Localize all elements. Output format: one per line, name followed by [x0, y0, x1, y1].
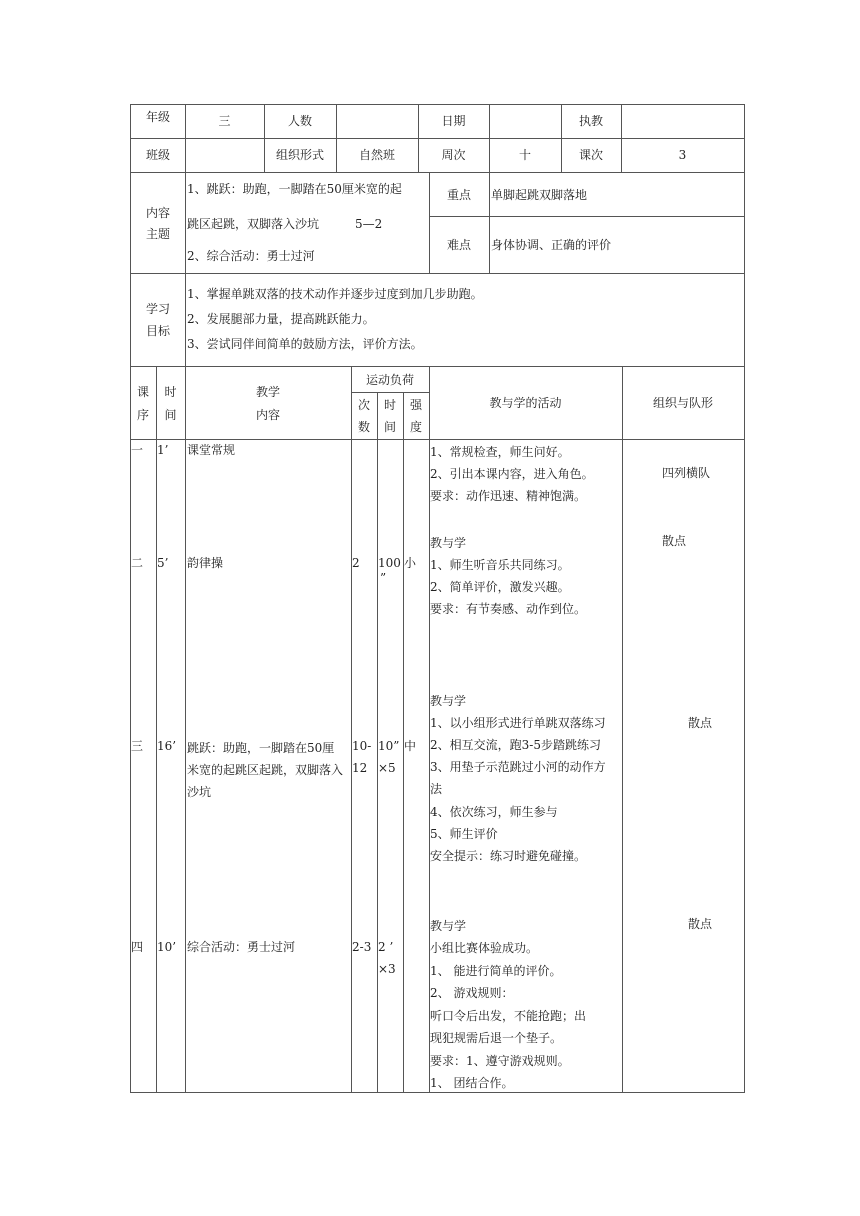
- teacher-label: 执教: [578, 114, 603, 128]
- col-intensity-header: 度: [409, 420, 422, 434]
- goals-label: 学习: [145, 302, 170, 316]
- grid-line: [156, 366, 157, 1093]
- row-reps: 2-3: [352, 940, 372, 954]
- row-duration: ”: [380, 571, 387, 585]
- grid-line: [130, 366, 745, 367]
- grid-line: [130, 104, 745, 105]
- grid-line: [130, 172, 745, 173]
- grid-line: [429, 216, 745, 217]
- col-formation-header: 组织与队形: [652, 396, 713, 410]
- org-value: 自然班: [358, 148, 395, 162]
- activity-line: 1、以小组形式进行单跳双落练习: [430, 716, 606, 730]
- activity-line: 4、依次练习，师生参与: [430, 805, 558, 819]
- activity-line: 2、引出本课内容，进入角色。: [430, 467, 594, 481]
- col-duration-header: 间: [383, 420, 396, 434]
- activity-line: 要求：有节奏感、动作到位。: [430, 602, 587, 616]
- row-reps: 12: [352, 761, 368, 775]
- content-label: 内容: [145, 206, 170, 220]
- row-order: 四: [131, 940, 144, 954]
- activity-line: 现犯规需后退一个垫子。: [430, 1031, 563, 1045]
- row-duration: ×3: [378, 962, 396, 976]
- org-label: 组织形式: [275, 148, 324, 162]
- activity-line: 3、用垫子示范跳过小河的动作方: [430, 760, 606, 774]
- grid-line: [744, 104, 745, 1093]
- row-formation: 散点: [687, 917, 712, 931]
- col-reps-header: 次: [357, 398, 370, 412]
- key-point-label: 重点: [446, 188, 471, 202]
- row-formation: 四列横队: [661, 466, 710, 480]
- row-content: 综合活动：勇士过河: [187, 940, 296, 954]
- grade-value: 三: [218, 114, 231, 128]
- difficulty-value: 身体协调、正确的评价: [491, 238, 612, 252]
- goal-line: 1、掌握单跳双落的技术动作并逐步过度到加几步助跑。: [187, 287, 483, 301]
- activity-line: 2、简单评价，激发兴趣。: [430, 580, 570, 594]
- col-time-header: 时: [164, 385, 177, 399]
- grid-line: [130, 1092, 745, 1093]
- grid-line: [351, 366, 352, 1093]
- activity-line: 5、师生评价: [430, 827, 498, 841]
- row-duration: 10”: [378, 739, 400, 753]
- difficulty-label: 难点: [446, 238, 471, 252]
- activity-line: 教与学: [430, 919, 467, 933]
- row-duration: ×5: [378, 761, 396, 775]
- row-intensity: 中: [404, 739, 417, 753]
- content-line: 跳区起跳，双脚落入沙坑: [187, 217, 320, 231]
- row-content: 课堂常规: [187, 443, 236, 457]
- week-label: 周次: [441, 148, 466, 162]
- goal-line: 2、发展腿部力量，提高跳跃能力。: [187, 312, 375, 326]
- activity-line: 1、常规检查，师生问好。: [430, 445, 570, 459]
- grid-line: [130, 138, 745, 139]
- row-order: 一: [131, 443, 144, 457]
- grade-label: 年级: [145, 110, 170, 124]
- activity-line: 1、 团结合作。: [430, 1076, 514, 1090]
- content-line: 跳跃：助跑，一脚踏在50厘: [187, 741, 335, 755]
- content-line: 沙坑: [187, 785, 212, 799]
- col-content-header: 教学: [255, 385, 280, 399]
- row-content: 韵律操: [187, 556, 224, 570]
- row-time: 5’: [157, 556, 169, 570]
- col-load-header: 运动负荷: [365, 373, 414, 387]
- col-duration-header: 时: [383, 398, 396, 412]
- col-reps-header: 数: [357, 420, 370, 434]
- class-label: 班级: [145, 148, 170, 162]
- activity-line: 1、师生听音乐共同练习。: [430, 558, 570, 572]
- activity-line: 要求：动作迅速、精神饱满。: [430, 489, 587, 503]
- row-reps: 2: [352, 556, 360, 570]
- goal-line: 3、尝试同伴间简单的鼓励方法，评价方法。: [187, 337, 423, 351]
- lesson-value: 3: [678, 148, 687, 162]
- row-time: 1’: [157, 443, 169, 457]
- grid-line: [185, 366, 186, 1093]
- row-formation: 散点: [661, 534, 686, 548]
- activity-line: 2、相互交流，跑3-5步踏跳练习: [430, 738, 601, 752]
- activity-line: 听口令后出发，不能抢跑；出: [430, 1009, 587, 1023]
- col-order-header: 课: [136, 385, 149, 399]
- content-line: 1、跳跃：助跑，一脚踏在50厘米宽的起: [187, 182, 402, 196]
- activity-line: 安全提示：练习时避免碰撞。: [430, 849, 587, 863]
- col-time-header: 间: [164, 408, 177, 422]
- key-point-value: 单脚起跳双脚落地: [491, 188, 588, 202]
- grid-line: [489, 172, 490, 273]
- content-line: 2、综合活动：勇士过河: [187, 249, 315, 263]
- row-time: 16’: [157, 739, 177, 753]
- activity-line: 教与学: [430, 694, 467, 708]
- row-duration: 2 ’: [378, 940, 394, 954]
- col-content-header: 内容: [255, 408, 280, 422]
- count-label: 人数: [287, 114, 312, 128]
- grid-line: [351, 392, 429, 393]
- activity-line: 教与学: [430, 536, 467, 550]
- activity-line: 1、 能进行简单的评价。: [430, 964, 562, 978]
- row-time: 10’: [157, 940, 177, 954]
- row-intensity: 小: [404, 556, 417, 570]
- activity-line: 法: [430, 782, 443, 796]
- grid-line: [130, 439, 745, 440]
- content-label: 主题: [145, 227, 170, 241]
- grid-line: [130, 273, 745, 274]
- lesson-label: 课次: [578, 148, 603, 162]
- col-order-header: 序: [136, 408, 149, 422]
- row-order: 二: [131, 556, 144, 570]
- row-duration: 100: [378, 556, 401, 570]
- week-value: 十: [518, 148, 531, 162]
- activity-line: 2、 游戏规则：: [430, 986, 514, 1000]
- content-line: 米宽的起跳区起跳，双脚落入: [187, 763, 344, 777]
- activity-line: 要求：1、遵守游戏规则。: [430, 1054, 570, 1068]
- content-ratio: 5—2: [355, 217, 383, 231]
- row-formation: 散点: [687, 716, 712, 730]
- goals-label: 目标: [145, 324, 170, 338]
- col-intensity-header: 强: [409, 398, 422, 412]
- activity-line: 小组比赛体验成功。: [430, 941, 539, 955]
- col-activity-header: 教与学的活动: [489, 396, 562, 410]
- row-order: 三: [131, 739, 144, 753]
- row-reps: 10-: [352, 739, 372, 753]
- date-label: 日期: [441, 114, 466, 128]
